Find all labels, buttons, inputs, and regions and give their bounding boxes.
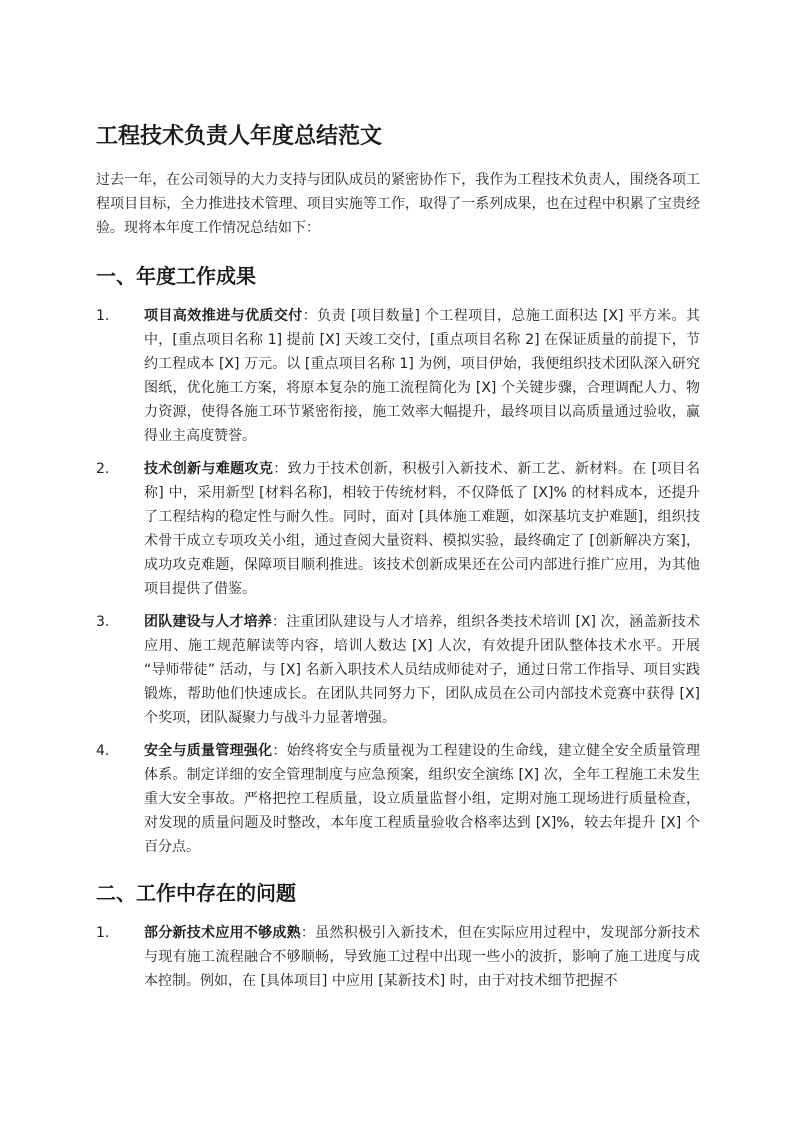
achievements-list bbox=[96, 304, 700, 859]
list-item-number: 2. bbox=[96, 461, 110, 477]
list-item-text: ：注重团队建设与人才培养，组织各类技术培训 [X] 次，涵盖新技术应用、施工规范解读等内容，培训人数达 [X] 人次，有效提升团队整体技术水平。开展 “导师带徒” 活动，与 [X] 名新入职技术人员结成师徒对子，通过日常工作指导、项目实践锻炼，帮助他们快速成长。在团队共同努力下，团队成员在公司内部技术竞赛中获得 [X] 个奖项，团队凝聚力与战斗力显著增强。 bbox=[144, 614, 700, 726]
list-item bbox=[96, 304, 700, 448]
list-item-number: 1. bbox=[96, 308, 110, 324]
document-page bbox=[96, 118, 700, 1002]
problems-list bbox=[96, 921, 700, 993]
list-item-text: ：始终将安全与质量视为工程建设的生命线，建立健全安全质量管理体系。制定详细的安全管理制度与应急预案，组织安全演练 [X] 次，全年工程施工未发生重大安全事故。严格把控工程质量，设立质量监督小组，定期对施工现场进行质量检查，对发现的质量问题及时整改，本年度工程质量验收合格率达到 [X]%，较去年提升 [X] 个百分点。 bbox=[144, 743, 701, 855]
list-item-lead: 团队建设与人才培养 bbox=[144, 614, 273, 630]
list-item bbox=[96, 739, 700, 859]
list-item-lead: 项目高效推进与优质交付 bbox=[144, 308, 303, 324]
list-item bbox=[96, 921, 700, 993]
list-item-number: 1. bbox=[96, 925, 110, 941]
section-heading-problems: 二、工作中存在的问题 bbox=[96, 881, 296, 905]
list-item-lead: 技术创新与难题攻克 bbox=[144, 461, 274, 477]
list-item-text: ：负责 [项目数量] 个工程项目，总施工面积达 [X] 平方米。其中，[重点项目名称 1] 提前 [X] 天竣工交付，[重点项目名称 2] 在保证质量的前提下，节约工程成本 [X] 万元。以 [重点项目名称 1] 为例，项目伊始，我便组织技术团队深入研究图纸，优化施工方案，将原本复杂的施工流程简化为 [X] 个关键步骤，合理调配人力、物力资源，使得各施工环节紧密衔接，施工效率大幅提升，最终项目以高质量通过验收，赢得业主高度赞誉。 bbox=[144, 308, 700, 444]
list-item-lead: 部分新技术应用不够成熟 bbox=[144, 925, 301, 941]
list-item-text: ：致力于技术创新，积极引入新技术、新工艺、新材料。在 [项目名称] 中，采用新型 [材料名称]，相较于传统材料，不仅降低了 [X]% 的材料成本，还提升了工程结构的稳定性与耐久性。同时，面对 [具体施工难题，如深基坑支护难题]，组织技术骨干成立专项攻关小组，通过查阅大量资料、模拟实验，最终确定了 [创新解决方案]，成功攻克难题，保障项目顺利推进。该技术创新成果还在公司内部进行推广应用，为其他项目提供了借鉴。 bbox=[144, 461, 700, 597]
intro-paragraph: 过去一年，在公司领导的大力支持与团队成员的紧密协作下，我作为工程技术负责人，围绕各项工程项目目标，全力推进技术管理、项目实施等工作，取得了一系列成果，也在过程中积累了宝贵经验。现将本年度工作情况总结如下： bbox=[96, 172, 700, 236]
list-item-lead: 安全与质量管理强化 bbox=[144, 743, 273, 759]
list-item-text: ：虽然积极引入新技术，但在实际应用过程中，发现部分新技术与现有施工流程融合不够顺畅，导致施工过程中出现一些小的波折，影响了施工进度与成本控制。例如，在 [具体项目] 中应用 [某新技术] 时，由于对技术细节把握不 bbox=[144, 925, 701, 989]
list-item bbox=[96, 457, 700, 601]
list-item-number: 4. bbox=[96, 743, 110, 759]
section-heading-achievements: 一、年度工作成果 bbox=[96, 264, 256, 288]
document-title: 工程技术负责人年度总结范文 bbox=[96, 124, 383, 149]
list-item bbox=[96, 610, 700, 730]
list-item-number: 3. bbox=[96, 614, 110, 630]
